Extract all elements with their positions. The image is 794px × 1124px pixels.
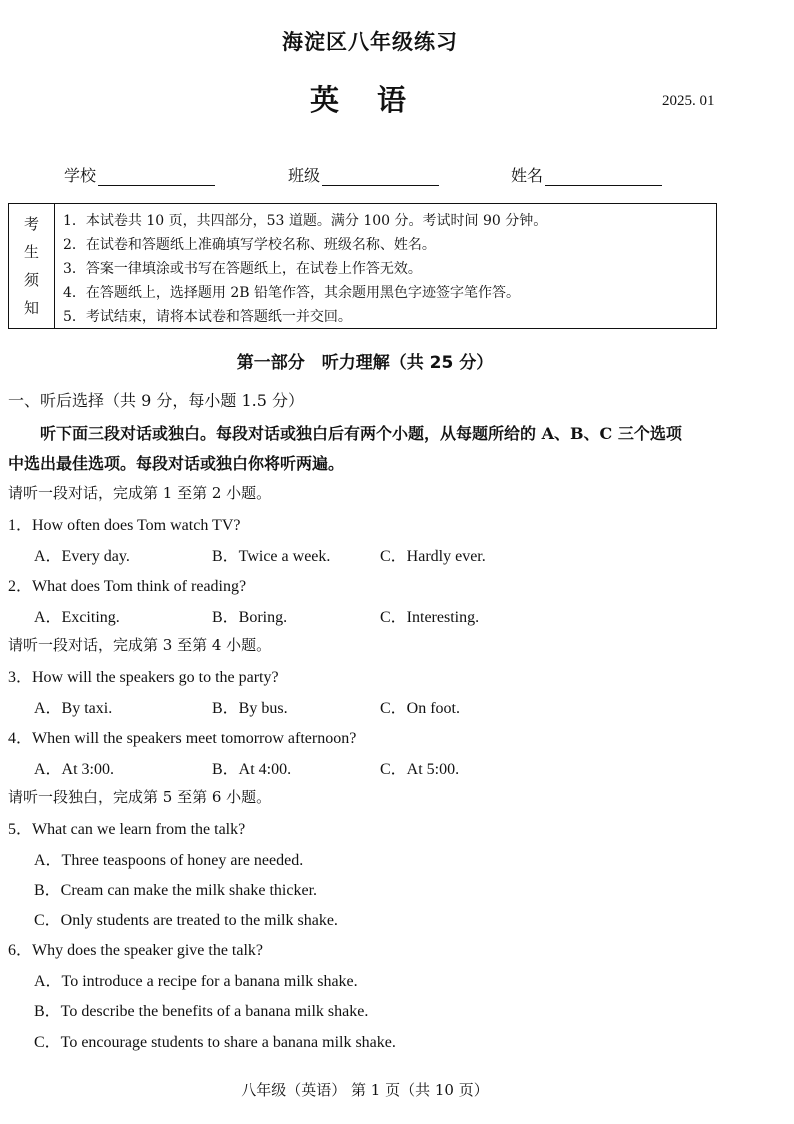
notice-item: 5．考试结束，请将本试卷和答题纸一并交回。	[63, 309, 352, 325]
page-title: 海淀区八年级练习	[282, 29, 458, 54]
instruction-line: 听下面三段对话或独白。每段对话或独白后有两个小题，从每题所给的 A、B、C 三个选项	[40, 424, 682, 443]
notice-label-char: 考	[23, 215, 39, 233]
question-option: A．By taxi.	[34, 700, 113, 717]
notice-label-char: 生	[23, 243, 39, 261]
question-option: B．Cream can make the milk shake thicker.	[34, 882, 318, 899]
question-option: A．To introduce a recipe for a banana milk shake.	[34, 973, 358, 990]
question-option: A．Every day.	[34, 548, 130, 565]
question-option: B．To describe the benefits of a banana milk shake.	[34, 1003, 369, 1020]
question-option: C．Hardly ever.	[380, 548, 486, 565]
question-option: C．At 5:00.	[380, 761, 460, 778]
question-stem: 3．How will the speakers go to the party?	[8, 669, 279, 686]
section-heading: 一、听后选择（共 9 分，每小题 1.5 分）	[8, 391, 304, 410]
question-option: C．Only students are treated to the milk shake.	[34, 912, 338, 929]
notice-label-char: 须	[23, 271, 39, 289]
sub-instruction: 请听一段对话，完成第 1 至第 2 小题。	[8, 484, 272, 502]
sub-instruction: 请听一段对话，完成第 3 至第 4 小题。	[8, 636, 272, 654]
question-stem: 4．When will the speakers meet tomorrow afternoon?	[8, 730, 357, 747]
page-footer: 八年级（英语） 第 1 页（共 10 页）	[241, 1081, 489, 1099]
question-stem: 5．What can we learn from the talk?	[8, 821, 246, 838]
notice-box	[8, 203, 717, 329]
question-stem: 1．How often does Tom watch TV?	[8, 517, 241, 534]
notice-item: 1．本试卷共 10 页，共四部分，53 道题。满分 100 分。考试时间 90 分钟。	[63, 213, 548, 229]
sub-instruction: 请听一段独白，完成第 5 至第 6 小题。	[8, 788, 272, 806]
question-option: A．Exciting.	[34, 609, 120, 626]
notice-item: 4．在答题纸上，选择题用 2B 铅笔作答，其余题用黑色字迹签字笔作答。	[63, 285, 521, 301]
instruction-line: 中选出最佳选项。每段对话或独白你将听两遍。	[8, 454, 345, 473]
name-field	[511, 163, 662, 186]
exam-date: 2025. 01	[662, 93, 715, 109]
notice-item: 3．答案一律填涂或书写在答题纸上，在试卷上作答无效。	[63, 261, 422, 277]
question-option: A．Three teaspoons of honey are needed.	[34, 852, 304, 869]
school-label: 学校	[64, 166, 97, 185]
part-heading: 第一部分 听力理解（共 25 分）	[236, 353, 494, 373]
name-blank	[545, 165, 662, 186]
question-option: C．On foot.	[380, 700, 461, 717]
question-option: B．By bus.	[212, 700, 288, 717]
question-option: B．At 4:00.	[212, 761, 292, 778]
subject-title: 英 语	[309, 83, 421, 117]
class-blank	[322, 165, 439, 186]
school-field	[64, 163, 215, 186]
name-label: 姓名	[511, 166, 544, 185]
question-option: B．Twice a week.	[212, 548, 331, 565]
question-stem: 6．Why does the speaker give the talk?	[8, 942, 264, 959]
notice-label-char: 知	[23, 299, 39, 317]
question-option: C．To encourage students to share a banana milk shake.	[34, 1034, 396, 1051]
question-option: B．Boring.	[212, 609, 288, 626]
class-label: 班级	[288, 166, 321, 185]
question-option: A．At 3:00.	[34, 761, 115, 778]
notice-items	[63, 209, 547, 329]
question-stem: 2．What does Tom think of reading?	[8, 578, 247, 595]
notice-label	[9, 204, 55, 328]
notice-item: 2．在试卷和答题纸上准确填写学校名称、班级名称、姓名。	[63, 237, 436, 253]
question-option: C．Interesting.	[380, 609, 480, 626]
class-field	[288, 163, 439, 186]
school-blank	[98, 165, 215, 186]
